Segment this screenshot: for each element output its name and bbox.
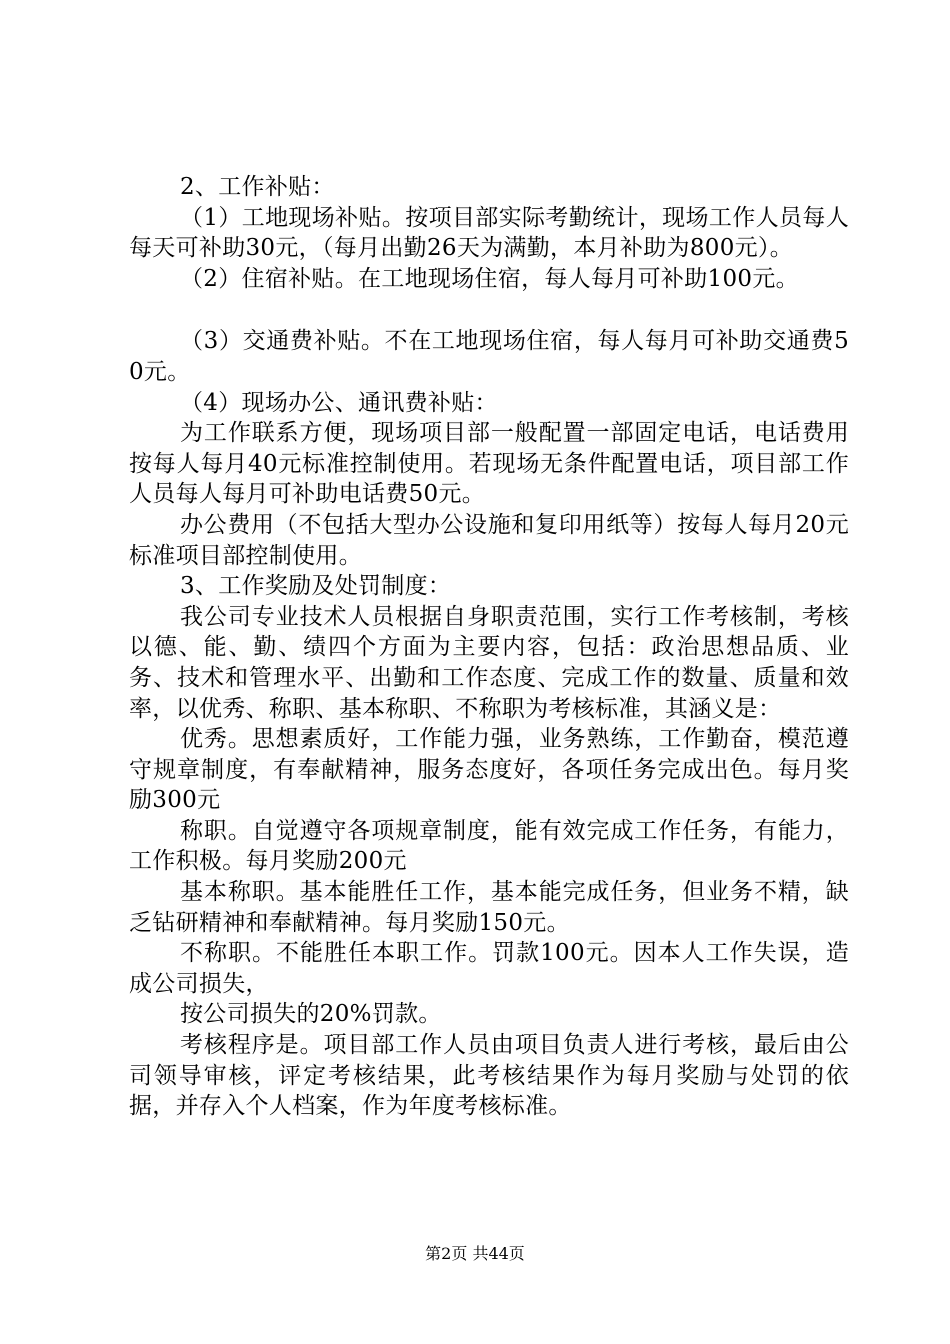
- paragraph-transport-subsidy: （3）交通费补贴。不在工地现场住宿，每人每月可补助交通费50元。: [129, 328, 849, 385]
- paragraph-penalty: 按公司损失的20%罚款。: [180, 1001, 442, 1028]
- paragraph-office-expense: 办公费用（不包括大型办公设施和复印用纸等）按每人每月20元标准项目部控制使用。: [129, 511, 849, 569]
- section-heading-rewards: 3、工作奖励及处罚制度：: [180, 573, 452, 600]
- paragraph-phone-policy: 为工作联系方便，现场项目部一般配置一部固定电话，电话费用按每人每月40元标准控制使用。若现场无条件配置电话，项目部工作人员每人每月可补助电话费50元。: [129, 420, 849, 508]
- document-body: [129, 172, 849, 1122]
- paragraph-assessment-procedure: 考核程序是。项目部工作人员由项目负责人进行考核，最后由公司领导审核，评定考核结果，此考核结果作为每月奖励与处罚的依据，并存入个人档案，作为年度考核标准。: [129, 1032, 849, 1120]
- paragraph-basically-competent: 基本称职。基本能胜任工作，基本能完成任务，但业务不精，缺乏钻研精神和奉献精神。每月奖励150元。: [129, 879, 849, 936]
- paragraph-site-subsidy: （1）工地现场补贴。按项目部实际考勤统计，现场工作人员每人每天可补助30元，（每月出勤26天为满勤，本月补助为800元）。: [129, 204, 849, 262]
- section-heading-subsidy: 2、工作补贴：: [180, 174, 335, 200]
- paragraph-office-comm-subsidy: （4）现场办公、通讯费补贴：: [180, 389, 498, 416]
- paragraph-excellent: 优秀。思想素质好，工作能力强，业务熟练，工作勤奋，模范遵守规章制度，有奉献精神，服务态度好，各项任务完成出色。每月奖励300元: [129, 726, 849, 814]
- paragraph-lodging-subsidy: （2）住宿补贴。在工地现场住宿，每人每月可补助100元。: [180, 265, 799, 292]
- paragraph-incompetent: 不称职。不能胜任本职工作。罚款100元。因本人工作失误，造成公司损失，: [129, 940, 849, 997]
- page-number-footer: 第2页 共44页: [425, 1244, 525, 1263]
- paragraph-assessment-system: 我公司专业技术人员根据自身职责范围，实行工作考核制，考核以德、能、勤、绩四个方面为主要内容，包括：政治思想品质、业务、技术和管理水平、出勤和工作态度、完成工作的数量、质量和效率，以优秀、称职、基本称职、不称职为考核标准，其涵义是：: [129, 603, 849, 722]
- paragraph-competent: 称职。自觉遵守各项规章制度，能有效完成工作任务，有能力，工作积极。每月奖励200元: [129, 817, 849, 875]
